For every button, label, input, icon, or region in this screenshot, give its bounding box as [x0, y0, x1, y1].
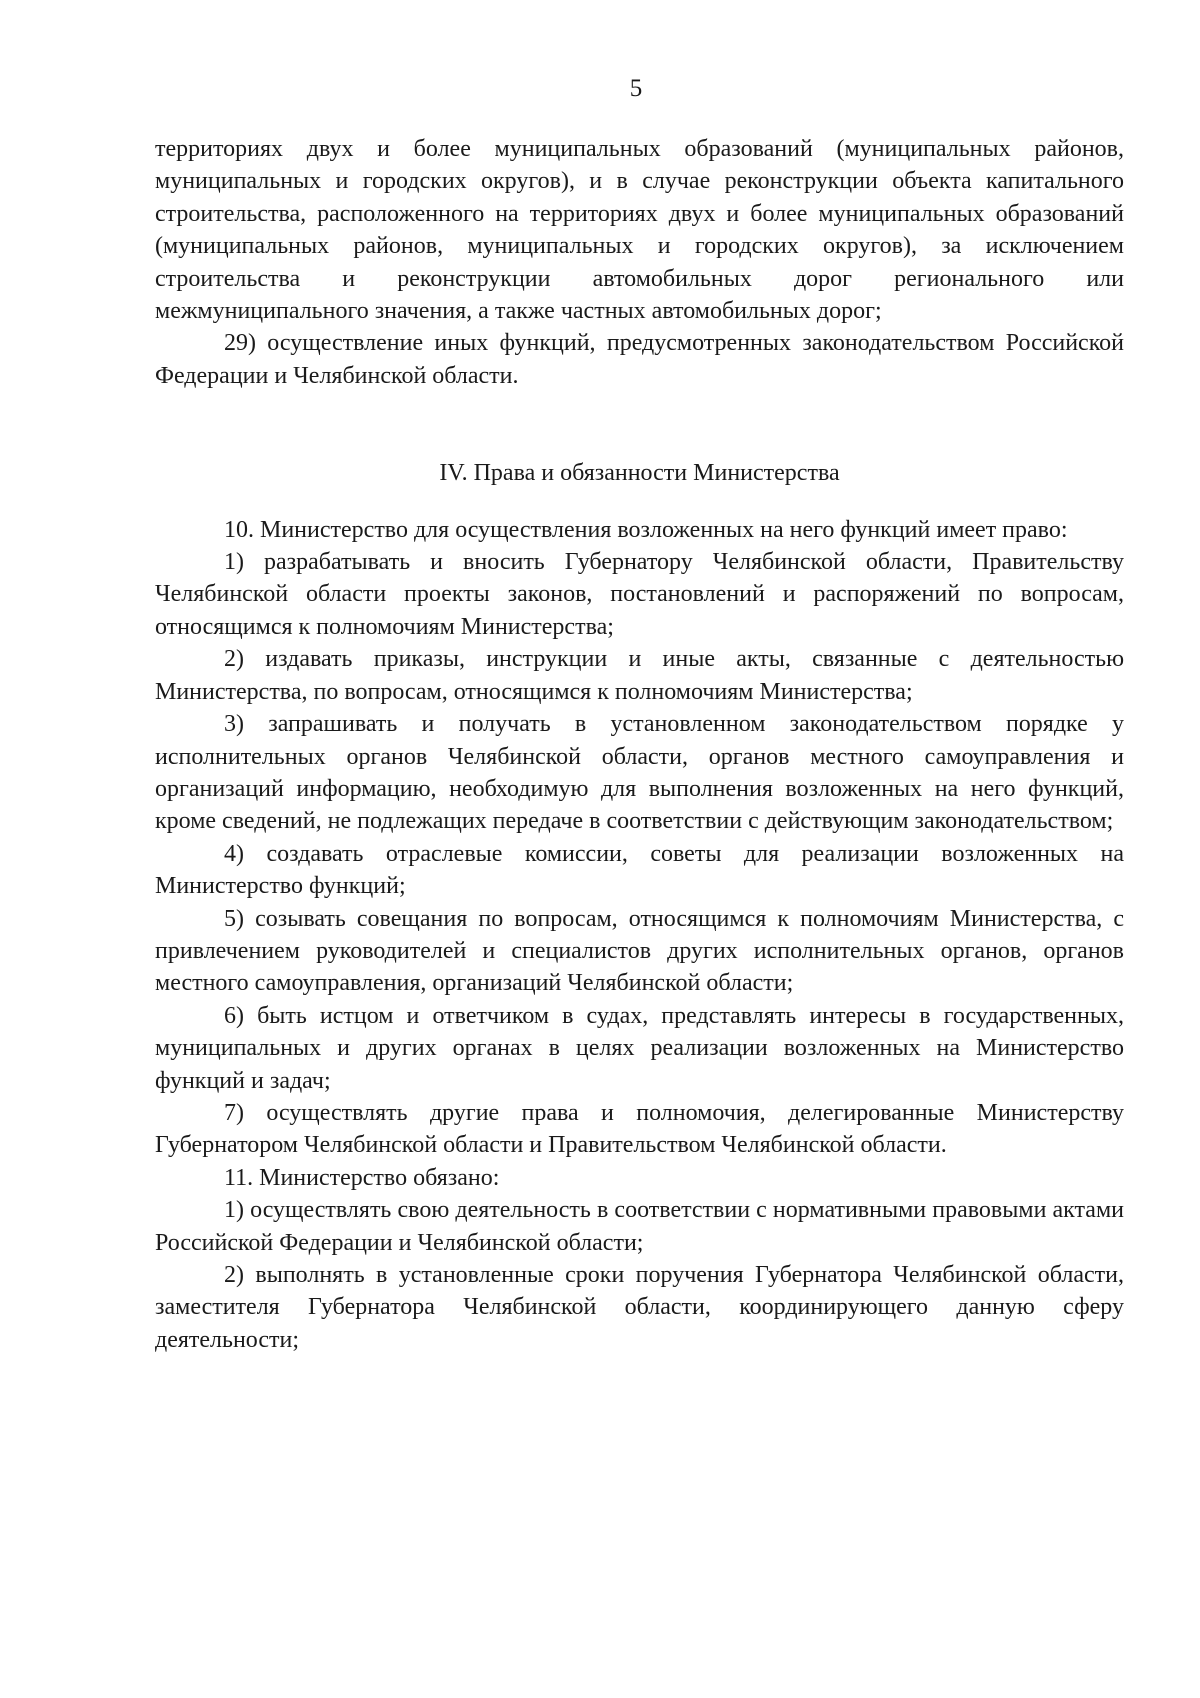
section-heading: IV. Права и обязанности Министерства: [439, 460, 840, 487]
paragraph-clause-11: 11. Министерство обязано:: [224, 1164, 500, 1191]
paragraph-continuation: территориях двух и более муниципальных образований (муниципальных районов, муниципальных и городских округов), и в случае реконструкции объекта капитального строительства, расположенного на территориях двух и более муниципальных образований (муниципальных районов, муниципальных и городских округов), за исключением строительства и реконструкции автомобильных дорог регионального или межмуниципального значения, а также частных автомобильных дорог;: [155, 136, 1124, 325]
paragraph-right-1: 1) разрабатывать и вносить Губернатору Челябинской области, Правительству Челябинской области проекты законов, постановлений и распоряжений по вопросам, относящимся к полномочиям Министерства;: [155, 549, 1124, 640]
paragraph-right-6: 6) быть истцом и ответчиком в судах, представлять интересы в государственных, муниципальных и других органах в целях реализации возложенных на Министерство функций и задач;: [155, 1002, 1124, 1094]
paragraph-right-5: 5) созывать совещания по вопросам, относящимся к полномочиям Министерства, с привлечением руководителей и специалистов других исполнительных органов, органов местного самоуправления, организаций Челябинской области;: [155, 905, 1124, 997]
document-body: [155, 133, 1124, 1356]
paragraph-right-3: 3) запрашивать и получать в установленном законодательством порядке у исполнительных органов Челябинской области, органов местного самоуправления и организаций информацию, необходимую для выполнения возложенных на него функций, кроме сведений, не подлежащих передаче в соответствии с действующим законодательством;: [155, 711, 1124, 835]
paragraph-right-2: 2) издавать приказы, инструкции и иные акты, связанные с деятельностью Министерства, по вопросам, относящимся к полномочиям Министерства;: [155, 646, 1124, 705]
paragraph-duty-1: 1) осуществлять свою деятельность в соответствии с нормативными правовыми актами Российской Федерации и Челябинской области;: [155, 1197, 1124, 1256]
paragraph-clause-10: 10. Министерство для осуществления возложенных на него функций имеет право:: [224, 516, 1068, 543]
page-number: 5: [629, 75, 643, 102]
paragraph-right-7: 7) осуществлять другие права и полномочия, делегированные Министерству Губернатором Челябинской области и Правительством Челябинской области.: [155, 1099, 1124, 1159]
paragraph-item-29: 29) осуществление иных функций, предусмотренных законодательством Российской Федерации и Челябинской области.: [155, 330, 1124, 389]
paragraph-right-4: 4) создавать отраслевые комиссии, советы для реализации возложенных на Министерство функций;: [155, 840, 1124, 900]
paragraph-duty-2: 2) выполнять в установленные сроки поручения Губернатора Челябинской области, заместителя Губернатора Челябинской области, координирующего данную сферу деятельности;: [155, 1262, 1124, 1353]
